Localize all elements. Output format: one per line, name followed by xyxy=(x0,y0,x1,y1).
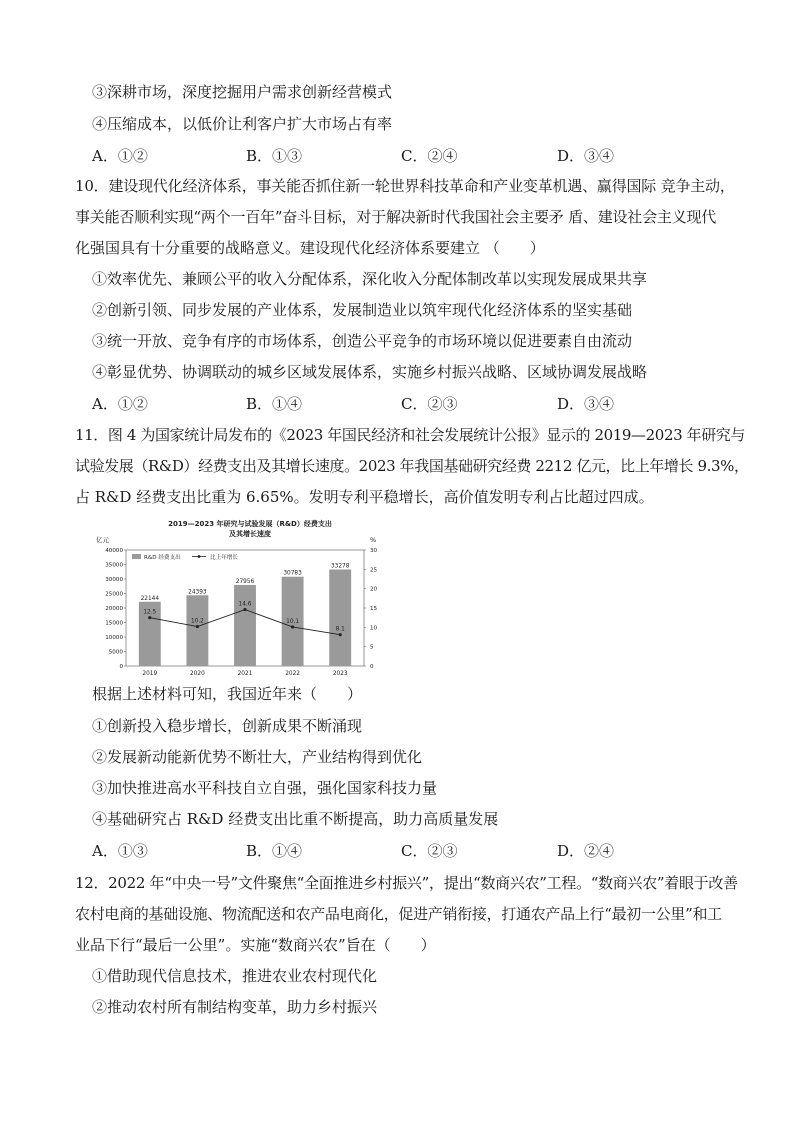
bar-rd-expenditure xyxy=(329,569,351,666)
bar-data-label: 30783 xyxy=(283,570,302,577)
y-tick-left: 10000 xyxy=(105,635,123,641)
legend-bar-label: R&D 经费支出 xyxy=(144,555,181,561)
q11-stem-line-3: 占 R&D 经费支出比重为 6.65%。发明专利平稳增长，高价值发明专利占比超过四成。 xyxy=(75,488,654,506)
chart-title: 2019—2023 年研究与试验发展（R&D）经费支出 xyxy=(168,520,332,528)
q9-option-c: C．②④ xyxy=(401,147,458,165)
x-tick-label: 2022 xyxy=(285,671,300,677)
rd-expenditure-chart xyxy=(92,516,392,682)
q10-option-a: A．①② xyxy=(92,395,148,413)
q12-item-2: ②推动农村所有制结构变革，助力乡村振兴 xyxy=(92,998,378,1016)
bar-data-label: 33278 xyxy=(330,563,350,570)
growth-data-label: 12.5 xyxy=(143,609,157,616)
growth-rate-point xyxy=(339,633,342,636)
y-tick-right: 0 xyxy=(370,664,374,670)
q12-stem-line-2: 农村电商的基础设施、物流配送和农产品电商化，促进产销衔接，打通农产品上行“最初一公里”和工 xyxy=(75,905,722,923)
q11-item-4: ④基础研究占 R&D 经费支出比重不断提高，助力高质量发展 xyxy=(92,810,499,828)
q11-option-a: A．①③ xyxy=(92,842,148,860)
growth-rate-point xyxy=(291,625,294,628)
legend-line-label: 比上年增长 xyxy=(210,555,238,561)
q12-item-1: ①借助现代信息技术，推进农业农村现代化 xyxy=(92,967,378,985)
q11-option-b: B．①④ xyxy=(246,842,303,860)
q10-stem-line-1: 10．建设现代化经济体系，事关能否抓住新一轮世界科技革命和产业变革机遇、赢得国际 竞争主动， xyxy=(75,177,735,195)
bar-data-label: 27956 xyxy=(235,578,255,585)
q10-option-d: D．③④ xyxy=(557,395,615,413)
growth-data-label: 14.6 xyxy=(238,601,252,608)
chart-subtitle: 及其增长速度 xyxy=(229,530,271,538)
q11-option-c: C．②③ xyxy=(401,842,458,860)
y-tick-left: 25000 xyxy=(105,591,123,598)
x-tick-label: 2020 xyxy=(190,671,205,677)
q10-stem-line-2: 事关能否顺利实现“两个一百年”奋斗目标，对于解决新时代我国社会主要矛 盾、建设社会主义现代 xyxy=(75,208,717,226)
bar-data-label: 24393 xyxy=(188,589,207,596)
q9-item-3: ③深耕市场，深度挖掘用户需求创新经营模式 xyxy=(92,83,393,101)
x-tick-label: 2021 xyxy=(237,671,253,677)
legend-line-marker xyxy=(198,555,201,558)
y-tick-left: 15000 xyxy=(105,620,123,627)
q10-option-b: B．①④ xyxy=(246,395,303,413)
q10-option-c: C．②③ xyxy=(401,395,458,413)
q9-option-b: B．①③ xyxy=(246,147,303,165)
y-tick-left: 20000 xyxy=(105,606,123,612)
q11-item-2: ②发展新动能新优势不断壮大，产业结构得到优化 xyxy=(92,748,423,766)
q10-item-2: ②创新引领、同步发展的产业体系，发展制造业以筑牢现代化经济体系的坚实基础 xyxy=(92,301,633,319)
q12-stem-line-1: 12．2022 年“中央一号”文件聚焦“全面推进乡村振兴”，提出“数商兴农”工程。“数商兴农”着眼于改善 xyxy=(75,874,738,892)
bar-rd-expenditure xyxy=(234,585,256,666)
bar-rd-expenditure xyxy=(186,595,208,666)
q10-item-4: ④彰显优势、协调联动的城乡区域发展体系，实施乡村振兴战略、区域协调发展战略 xyxy=(92,363,648,381)
y-tick-left: 0 xyxy=(119,664,123,670)
q11-prompt: 根据上述材料可知，我国近年来（ ） xyxy=(92,685,363,703)
q10-stem-line-3: 化强国具有十分重要的战略意义。建设现代化经济体系要建立 （ ） xyxy=(75,239,545,257)
growth-rate-point xyxy=(243,608,246,611)
y-tick-right: 30 xyxy=(370,548,378,554)
q11-option-d: D．②④ xyxy=(557,842,615,860)
growth-data-label: 10.1 xyxy=(286,618,300,625)
y-axis-left-unit: 亿元 xyxy=(96,536,109,544)
x-tick-label: 2019 xyxy=(142,671,158,677)
q11-stem-line-1: 11．图 4 为国家统计局发布的《2023 年国民经济和社会发展统计公报》显示的 2019—2023 年研究与 xyxy=(75,426,745,444)
q9-item-4: ④压缩成本，以低价让利客户扩大市场占有率 xyxy=(92,115,393,133)
q11-item-1: ①创新投入稳步增长，创新成果不断涌现 xyxy=(92,717,363,735)
legend-bar-swatch xyxy=(132,554,141,559)
y-tick-right: 10 xyxy=(370,625,378,632)
y-axis-right-unit: % xyxy=(370,536,377,544)
bar-data-label: 22144 xyxy=(140,595,160,602)
y-tick-left: 5000 xyxy=(108,649,123,656)
y-tick-right: 25 xyxy=(370,567,378,574)
q9-option-a: A．①② xyxy=(92,147,148,165)
q10-item-3: ③统一开放、竞争有序的市场体系，创造公平竞争的市场环境以促进要素自由流动 xyxy=(92,332,633,350)
y-tick-left: 30000 xyxy=(105,577,123,583)
q11-stem-line-2: 试验发展（R&D）经费支出及其增长速度。2023 年我国基础研究经费 2212 亿元，比上年增长 9.3%， xyxy=(75,457,749,475)
q9-option-d: D．③④ xyxy=(557,147,615,165)
y-tick-right: 20 xyxy=(370,586,378,593)
growth-rate-point xyxy=(148,616,151,619)
x-tick-label: 2023 xyxy=(332,671,348,677)
y-tick-right: 15 xyxy=(370,606,378,612)
y-tick-left: 35000 xyxy=(105,562,123,569)
q11-item-3: ③加快推进高水平科技自立自强，强化国家科技力量 xyxy=(92,779,438,797)
growth-data-label: 10.2 xyxy=(190,618,204,625)
y-tick-left: 40000 xyxy=(105,548,123,554)
growth-rate-point xyxy=(196,625,199,628)
growth-data-label: 8.1 xyxy=(335,626,345,633)
y-tick-right: 5 xyxy=(370,644,374,651)
q12-stem-line-3: 业品下行“最后一公里”。实施“数商兴农”旨在（ ） xyxy=(75,936,436,954)
q10-item-1: ①效率优先、兼顾公平的收入分配体系，深化收入分配体制改革以实现发展成果共享 xyxy=(92,270,648,288)
